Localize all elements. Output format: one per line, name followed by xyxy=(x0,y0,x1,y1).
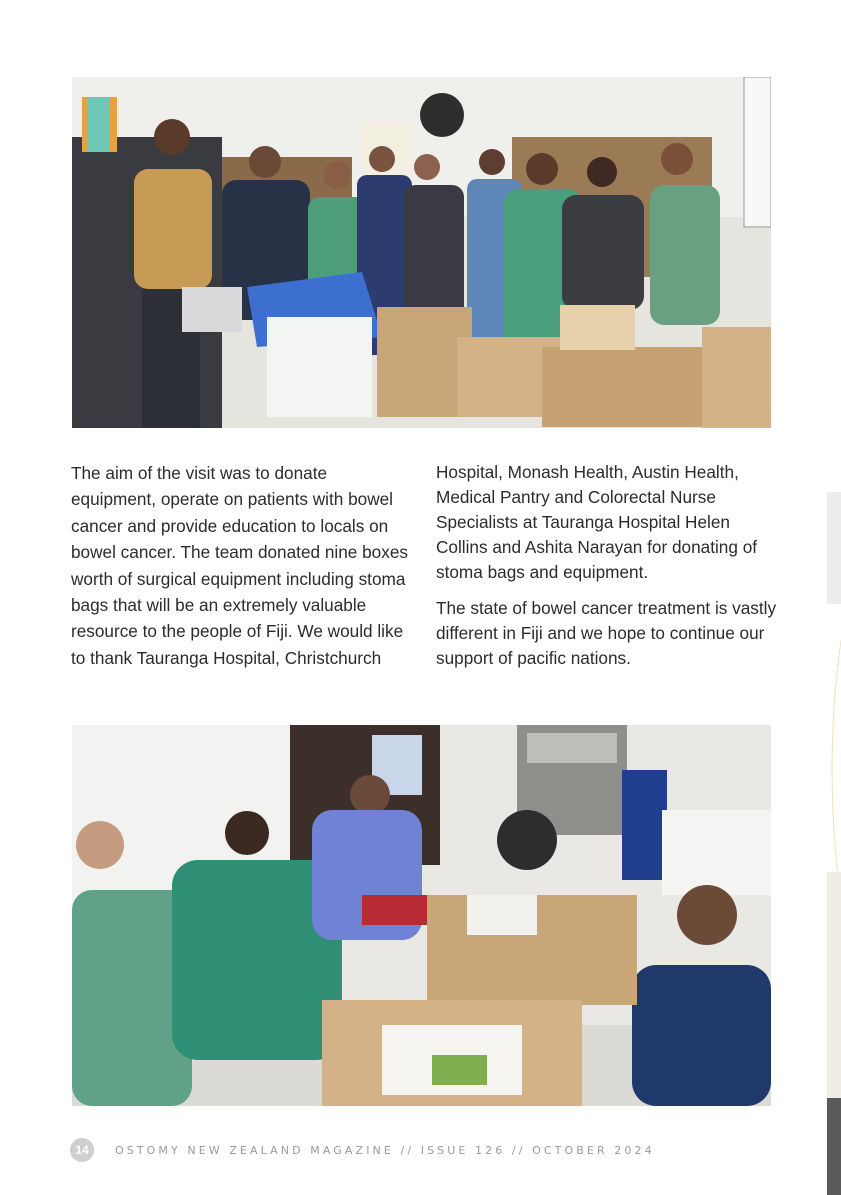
page-edge-tab xyxy=(827,492,841,604)
page-edge-tab xyxy=(827,872,841,1098)
team-photo xyxy=(72,77,771,428)
article-column-left xyxy=(71,460,416,671)
footer-publication-info: OSTOMY NEW ZEALAND MAGAZINE // ISSUE 126 // OCTOBER 2024 xyxy=(115,1143,655,1157)
article-paragraph: The state of bowel cancer treatment is vastly different in Fiji and we hope to continue our support of pacific nations. xyxy=(436,598,777,668)
page-edge-tab xyxy=(827,1098,841,1195)
page-number: 14 xyxy=(70,1138,94,1162)
article-paragraph: The aim of the visit was to donate equipment, operate on patients with bowel cancer and provide education to locals on bowel cancer. The team donated nine boxes worth of surgical equipment including stoma bags that will be an extremely valuable resource to the people of Fiji. We would like to thank Tauranga Hospital, Christchurch xyxy=(71,463,408,668)
article-paragraph: Hospital, Monash Health, Austin Health, Medical Pantry and Colorectal Nurse Specialists at Tauranga Hospital Helen Collins and Ashita Narayan for donating of stoma bags and equipment. xyxy=(436,462,758,582)
article-column-right xyxy=(436,460,786,671)
page-footer xyxy=(70,1138,655,1162)
page-edge-arc xyxy=(825,640,841,900)
unpacking-photo xyxy=(72,725,771,1106)
